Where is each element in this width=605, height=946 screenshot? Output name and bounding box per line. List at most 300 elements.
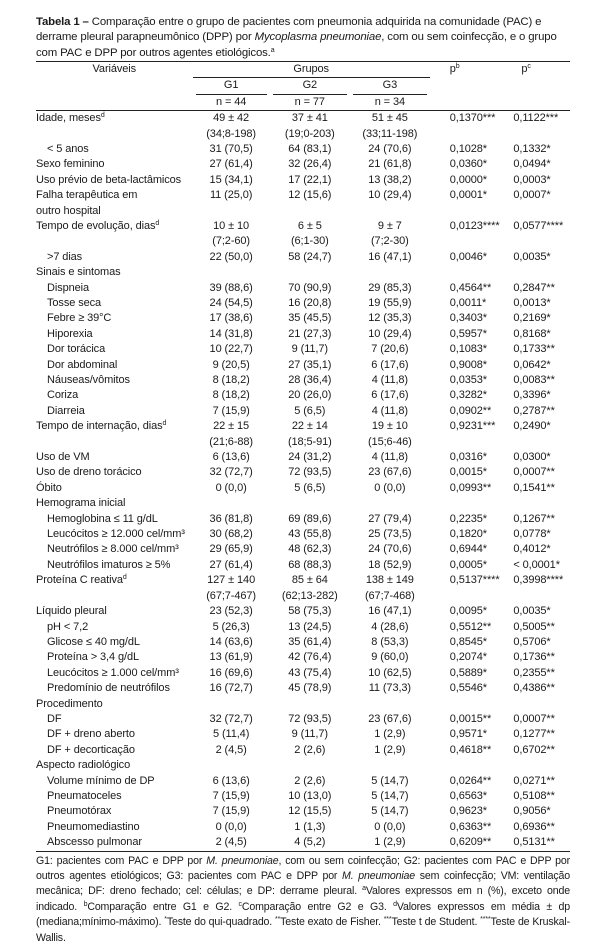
cell-g3-text: 19 (55,9) [368, 296, 412, 309]
cell-g3-text: 5 (14,7) [371, 789, 409, 802]
cell-p2-text: 0,6702** [513, 743, 555, 756]
cell-p2 [505, 789, 570, 804]
table-row [36, 527, 570, 542]
cell-g3 [350, 250, 430, 265]
cell-g1 [193, 173, 270, 188]
table-row [36, 558, 570, 573]
cell-g2 [270, 496, 350, 511]
cell-p1 [430, 527, 506, 542]
cell-g2 [270, 835, 350, 851]
cell-g3-text: 11 (73,3) [368, 682, 411, 695]
cell-p1 [430, 219, 506, 234]
cell-g2 [270, 173, 350, 188]
cell-g1-text: 7 (15,9) [212, 404, 250, 417]
row-label-text: Óbito [36, 481, 62, 494]
cell-g3 [350, 157, 430, 172]
cell-g3 [350, 419, 430, 434]
cell-g1 [193, 342, 270, 357]
cell-g3 [350, 204, 430, 219]
cell-g3 [350, 527, 430, 542]
cell-g1-text: 8 (18,2) [212, 374, 250, 387]
cell-g1 [193, 127, 270, 142]
row-label [36, 435, 193, 450]
cell-g3-text: 4 (28,6) [371, 620, 409, 633]
cell-g2 [270, 311, 350, 326]
row-label [36, 758, 193, 773]
cell-p1 [430, 173, 506, 188]
cell-g1 [193, 743, 270, 758]
cell-g3-text: 6 (17,6) [371, 358, 409, 371]
table-body [36, 111, 570, 852]
row-label-text: Hemoglobina ≤ 11 g/dL [47, 512, 158, 525]
cell-g2 [270, 142, 350, 157]
row-label-sup: d [155, 219, 160, 227]
cell-g1 [193, 820, 270, 835]
cell-p1-text: 0,6944* [449, 543, 487, 556]
cell-p1-text: 0,9571* [449, 728, 487, 741]
row-label [36, 173, 193, 188]
cell-g3 [350, 234, 430, 249]
cell-g1-text: 2 (4,5) [215, 836, 247, 849]
row-label-text: Falha terapêutica em [36, 189, 138, 202]
row-label-text: Líquido pleural [36, 605, 107, 618]
cell-p1 [430, 127, 506, 142]
cell-g3 [350, 465, 430, 480]
cell-p1-text: 0,4564** [449, 281, 492, 294]
cell-g3 [350, 435, 430, 450]
cell-g1 [193, 496, 270, 511]
row-label [36, 188, 193, 203]
row-label-text: Volume mínimo de DP [47, 774, 155, 787]
cell-p1 [430, 635, 506, 650]
row-label-text: DF + dreno aberto [47, 728, 135, 741]
footnote-text: G1: pacientes com PAC e DPP por [36, 854, 207, 867]
cell-g2 [270, 681, 350, 696]
cell-g2-text: 21 (27,3) [288, 327, 332, 340]
header-g1 [193, 78, 270, 95]
cell-p1 [430, 342, 506, 357]
cell-g1 [193, 358, 270, 373]
cell-g1 [193, 712, 270, 727]
row-label-text: Tempo de evolução, dias [36, 219, 156, 232]
cell-g3-text: 16 (47,1) [368, 250, 412, 263]
cell-p1-text: 0,0316* [449, 451, 487, 464]
row-label [36, 419, 193, 434]
row-label [36, 450, 193, 465]
cell-g3 [350, 758, 430, 773]
data-table [36, 61, 570, 852]
table-row [36, 311, 570, 326]
cell-p1-text: 0,9623* [449, 805, 487, 818]
cell-g2 [270, 573, 350, 588]
cell-p2 [505, 127, 570, 142]
cell-g2 [270, 512, 350, 527]
cell-g1-text: 16 (69,6) [209, 666, 253, 679]
row-label-text: Proteína C reativa [36, 574, 123, 587]
cell-g2-text: 72 (93,5) [288, 712, 332, 725]
row-label-text: Náuseas/vômitos [47, 374, 130, 387]
table-row [36, 188, 570, 203]
cell-p1 [430, 650, 506, 665]
cell-p1 [430, 589, 506, 604]
row-label [36, 666, 193, 681]
row-label [36, 789, 193, 804]
header-blank-n-p2 [505, 95, 570, 111]
cell-g1-text: 7 (15,9) [212, 789, 250, 802]
cell-p1 [430, 727, 506, 742]
cell-g3 [350, 373, 430, 388]
cell-p2 [505, 558, 570, 573]
row-label [36, 142, 193, 157]
cell-p1 [430, 758, 506, 773]
cell-g1 [193, 589, 270, 604]
cell-g1-text: 0 (0,0) [215, 820, 247, 833]
cell-g1-text: 15 (34,1) [209, 173, 253, 186]
cell-g3 [350, 650, 430, 665]
cell-p2 [505, 281, 570, 296]
cell-p1 [430, 188, 506, 203]
cell-g3-text: 9 ± 7 [377, 219, 402, 232]
cell-g2-text: 48 (62,3) [288, 543, 332, 556]
cell-g2-text: 58 (24,7) [288, 250, 332, 263]
cell-g1-text: 31 (70,5) [209, 142, 253, 155]
cell-g3 [350, 265, 430, 280]
cell-g1 [193, 219, 270, 234]
cell-p1-text: 0,2235* [449, 512, 487, 525]
cell-g3-text: 4 (11,8) [371, 374, 408, 387]
cell-p2-text: 0,2355** [513, 666, 555, 679]
cell-g2 [270, 281, 350, 296]
header-variables: Variáveis [36, 61, 193, 77]
cell-g3 [350, 481, 430, 496]
footnote-sup: * [164, 916, 167, 924]
footnote-sup: d [393, 900, 397, 908]
cell-g3-text: 9 (60,0) [371, 651, 409, 664]
caption-text-1: Comparação entre o grupo de pacientes com pneumonia adquirida na comunidade (PAC) e derrame pleural parapneumônico (DPP) por [36, 16, 542, 44]
cell-p2-text: 0,1267** [513, 512, 555, 525]
cell-p2 [505, 142, 570, 157]
cell-p2-text: 0,5706* [513, 635, 551, 648]
cell-p2 [505, 512, 570, 527]
cell-g2-text: 9 (11,7) [291, 343, 328, 356]
cell-g1-text: 8 (18,2) [212, 389, 250, 402]
cell-p2 [505, 481, 570, 496]
row-label [36, 265, 193, 280]
header-blank-p1 [430, 78, 506, 95]
cell-p1 [430, 296, 506, 311]
cell-g1-text: 6 (13,6) [212, 451, 250, 464]
cell-g1 [193, 234, 270, 249]
row-label-text: Sinais e sintomas [36, 266, 121, 279]
cell-p2-text: 0,0778* [513, 528, 551, 541]
cell-p1-text: 0,1820* [449, 528, 487, 541]
header-n-g1: n = 44 [193, 95, 270, 111]
cell-g1 [193, 373, 270, 388]
cell-g1 [193, 142, 270, 157]
row-label-text: Tosse seca [47, 296, 102, 309]
cell-g3-text: 29 (85,3) [368, 281, 412, 294]
cell-p1 [430, 234, 506, 249]
cell-g1 [193, 527, 270, 542]
cell-p2 [505, 234, 570, 249]
cell-g1 [193, 296, 270, 311]
cell-g2 [270, 650, 350, 665]
cell-g2 [270, 465, 350, 480]
cell-g2 [270, 127, 350, 142]
cell-g1-text: (21;6-88) [209, 435, 253, 448]
cell-g2 [270, 712, 350, 727]
header-blank [36, 78, 193, 95]
row-label [36, 157, 193, 172]
cell-p2 [505, 743, 570, 758]
row-label [36, 358, 193, 373]
header-g1-label: G1 [196, 78, 267, 94]
cell-g1-text: (67;7-467) [206, 589, 256, 602]
cell-p2-text: 0,5131** [513, 836, 555, 849]
cell-g1 [193, 265, 270, 280]
cell-g2 [270, 789, 350, 804]
cell-g2-text: 58 (75,3) [288, 605, 332, 618]
cell-p1 [430, 204, 506, 219]
cell-g2-text: 22 ± 14 [291, 420, 328, 433]
cell-p2-text: 0,1277** [513, 728, 555, 741]
footnote-text: Teste de Kruskal-Wallis. [36, 916, 570, 944]
table-row [36, 681, 570, 696]
cell-g1 [193, 681, 270, 696]
cell-g1-text: 32 (72,7) [209, 466, 253, 479]
cell-p2 [505, 465, 570, 480]
footnote-sup: c [238, 900, 242, 908]
table-row [36, 419, 570, 434]
row-label-text: Uso de VM [36, 451, 90, 464]
cell-g2-text: 72 (93,5) [288, 466, 332, 479]
cell-p1-text: 0,1083* [449, 343, 487, 356]
cell-g1-text: 10 ± 10 [213, 219, 250, 232]
cell-p2-text: 0,2787** [513, 404, 555, 417]
table-row [36, 450, 570, 465]
cell-g3-text: 1 (2,9) [374, 743, 406, 756]
cell-g1 [193, 789, 270, 804]
table-row [36, 373, 570, 388]
cell-g2-text: 6 ± 5 [297, 219, 322, 232]
cell-p2 [505, 666, 570, 681]
footnote-text: Comparação entre G1 e G2. [87, 900, 239, 913]
cell-g3-text: 10 (62,5) [368, 666, 412, 679]
row-label-text: Neutrófilos imaturos ≥ 5% [47, 558, 171, 571]
cell-p2 [505, 450, 570, 465]
table-row [36, 743, 570, 758]
cell-g1 [193, 281, 270, 296]
cell-p1 [430, 373, 506, 388]
row-label [36, 804, 193, 819]
cell-g1-text: 14 (31,8) [209, 327, 253, 340]
cell-p1 [430, 388, 506, 403]
cell-g3 [350, 573, 430, 588]
cell-p1-text: 0,0000* [449, 173, 487, 186]
row-label-text: pH < 7,2 [47, 620, 89, 633]
row-label [36, 111, 193, 127]
cell-p2 [505, 435, 570, 450]
cell-g3 [350, 774, 430, 789]
cell-p1-text: 0,1370*** [449, 112, 496, 125]
row-label [36, 635, 193, 650]
cell-p1 [430, 604, 506, 619]
cell-p2 [505, 496, 570, 511]
header-p1-text: p [449, 62, 456, 75]
cell-g3 [350, 635, 430, 650]
cell-g2-text: 20 (26,0) [288, 389, 332, 402]
cell-g3 [350, 835, 430, 851]
cell-g3-text: 7 (20,6) [371, 343, 409, 356]
cell-p1-text: 0,0902** [449, 404, 492, 417]
cell-g1-text: 2 (4,5) [215, 743, 247, 756]
table-row [36, 804, 570, 819]
cell-p1 [430, 358, 506, 373]
cell-p1 [430, 265, 506, 280]
cell-g3 [350, 604, 430, 619]
cell-g1-text: 9 (20,5) [212, 358, 250, 371]
cell-g3 [350, 188, 430, 203]
table-container [36, 15, 570, 946]
cell-g1 [193, 542, 270, 557]
cell-p1 [430, 820, 506, 835]
cell-g1-text: (34;8-198) [206, 127, 256, 140]
cell-g1-text: 14 (63,6) [209, 635, 253, 648]
cell-g1-text: 5 (11,4) [212, 728, 250, 741]
header-g3 [350, 78, 430, 95]
row-label [36, 774, 193, 789]
cell-g2-text: 35 (61,4) [288, 635, 332, 648]
row-label [36, 234, 193, 249]
cell-p2-text: 0,9056* [513, 805, 551, 818]
cell-p1 [430, 712, 506, 727]
cell-p1 [430, 743, 506, 758]
cell-p2 [505, 265, 570, 280]
cell-g2-text: 13 (24,5) [288, 620, 332, 633]
header-n-g2: n = 77 [270, 95, 350, 111]
row-label-text: DF + decorticação [47, 743, 135, 756]
row-label [36, 542, 193, 557]
cell-p2 [505, 542, 570, 557]
cell-g1-text: 23 (52,3) [209, 605, 253, 618]
cell-p1 [430, 142, 506, 157]
cell-g1-text: 10 (22,7) [209, 343, 253, 356]
cell-g1 [193, 697, 270, 712]
table-row [36, 727, 570, 742]
cell-p1-text: 0,0095* [449, 605, 487, 618]
cell-g3 [350, 311, 430, 326]
row-label-text: < 5 anos [47, 142, 89, 155]
cell-g2-text: 32 (26,4) [288, 158, 332, 171]
cell-g3-text: 24 (70,6) [368, 543, 412, 556]
cell-g2 [270, 157, 350, 172]
table-row [36, 481, 570, 496]
cell-p1-text: 0,0353* [449, 374, 487, 387]
cell-p2-text: 0,2169* [513, 312, 551, 325]
footnote-text: Valores expressos em n (%), exceto onde indicado. [36, 885, 570, 913]
cell-g1-text: 22 ± 15 [213, 420, 250, 433]
cell-g1-text: 17 (38,6) [209, 312, 253, 325]
cell-p2 [505, 373, 570, 388]
caption-text-2: , com ou sem coinfecção, e o grupo com PAC e DPP por outros agentes etiológicos. [36, 31, 557, 59]
cell-p2 [505, 820, 570, 835]
cell-g2 [270, 296, 350, 311]
table-row [36, 758, 570, 773]
table-row [36, 142, 570, 157]
cell-g3-text: 10 (29,4) [368, 327, 412, 340]
cell-g1-text: 30 (68,2) [209, 528, 253, 541]
row-label [36, 311, 193, 326]
row-label [36, 127, 193, 142]
row-label [36, 204, 193, 219]
row-label-text: Procedimento [36, 697, 103, 710]
cell-g2 [270, 204, 350, 219]
cell-p1-text: 0,8545* [449, 635, 487, 648]
row-label-sup: d [122, 574, 127, 582]
table-row [36, 789, 570, 804]
cell-p1 [430, 250, 506, 265]
row-label [36, 512, 193, 527]
cell-g1-text: 29 (65,9) [209, 543, 253, 556]
cell-p2-text: 0,1541** [513, 481, 555, 494]
row-label [36, 835, 193, 851]
cell-g2-text: (6;1-30) [290, 235, 329, 248]
cell-g3-text: (15;6-46) [367, 435, 412, 448]
cell-g3-text: (33;11-198) [362, 127, 418, 140]
cell-g3 [350, 712, 430, 727]
cell-p2-text: 0,0642* [513, 358, 551, 371]
cell-g2-text: 42 (76,4) [288, 651, 332, 664]
row-label-text: Dor abdominal [47, 358, 118, 371]
row-label [36, 404, 193, 419]
cell-p2-text: 0,0013* [513, 296, 551, 309]
table-row [36, 650, 570, 665]
table-row [36, 712, 570, 727]
cell-p2-text: 0,8168* [513, 327, 551, 340]
row-label-text: Coriza [47, 389, 79, 402]
cell-p1-text: 0,0264** [449, 774, 492, 787]
table-row [36, 542, 570, 557]
cell-p2 [505, 173, 570, 188]
cell-p1 [430, 835, 506, 851]
cell-g3-text: 18 (52,9) [368, 558, 412, 571]
header-g2 [270, 78, 350, 95]
cell-p2 [505, 388, 570, 403]
row-label-text: Tempo de internação, dias [36, 420, 163, 433]
header-blank-n [36, 95, 193, 111]
table-row [36, 774, 570, 789]
cell-p2-text: 0,4012* [513, 543, 551, 556]
cell-g1 [193, 573, 270, 588]
row-label [36, 281, 193, 296]
cell-p1 [430, 481, 506, 496]
cell-p1-text: 0,5512** [449, 620, 492, 633]
cell-g2-text: 24 (31,2) [288, 451, 332, 464]
cell-g1 [193, 435, 270, 450]
table-row [36, 342, 570, 357]
row-label [36, 727, 193, 742]
cell-g1-text: 5 (26,3) [212, 620, 250, 633]
cell-g3-text: 4 (11,8) [371, 404, 408, 417]
row-label-text: Uso prévio de beta-lactâmicos [36, 173, 182, 186]
cell-g1-text: 36 (81,8) [209, 512, 253, 525]
cell-g3 [350, 111, 430, 127]
cell-g2-text: 70 (90,9) [288, 281, 332, 294]
cell-g1 [193, 450, 270, 465]
row-label-text: Idade, meses [36, 112, 101, 125]
cell-g2-text: 4 (5,2) [294, 836, 326, 849]
cell-p2-text: 0,0271** [513, 774, 555, 787]
